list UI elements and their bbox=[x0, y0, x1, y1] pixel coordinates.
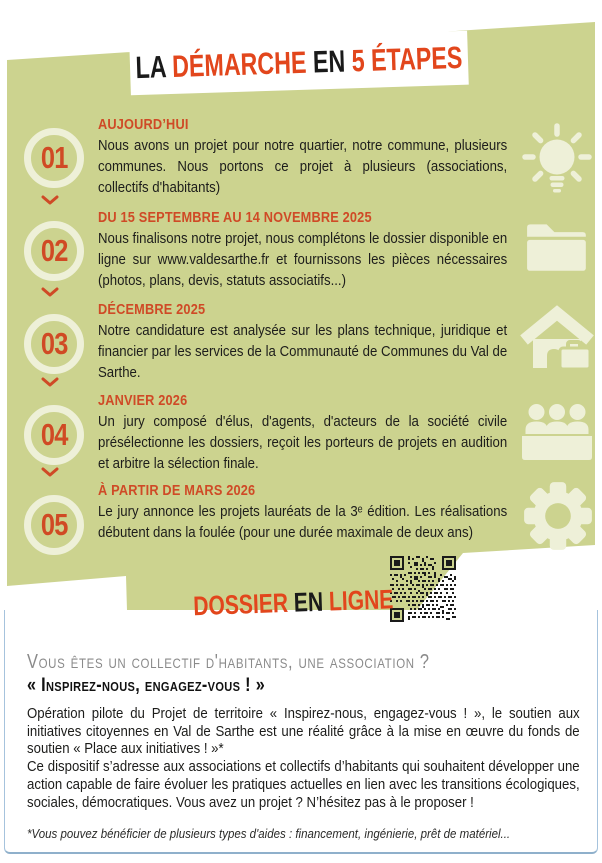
chevron-down-icon bbox=[41, 467, 59, 477]
footnote: *Vous pouvez bénéficier de plusieurs types d'aides : financement, ingénierie, prêt de matériel... bbox=[27, 827, 511, 841]
dossier-title: DOSSIER EN LIGNE bbox=[192, 584, 394, 622]
lightbulb-icon bbox=[520, 120, 594, 200]
step-2-number-badge: 02 bbox=[24, 221, 84, 281]
jury-panel-icon bbox=[519, 402, 595, 462]
step-4-title: JANVIER 2026 bbox=[98, 393, 188, 409]
title-banner bbox=[129, 31, 469, 96]
step-3-title: DÉCEMBRE 2025 bbox=[98, 302, 206, 318]
house-icon bbox=[519, 305, 595, 375]
step-4-number-badge: 04 bbox=[24, 405, 84, 465]
step-3-number-badge: 03 bbox=[24, 314, 84, 374]
question-heading: Vous êtes un collectif d'habitants, une association ? bbox=[27, 651, 430, 673]
step-5-title: À PARTIR DE MARS 2026 bbox=[98, 483, 256, 499]
step-1-title: AUJOURD’HUI bbox=[98, 117, 189, 133]
chevron-down-icon bbox=[41, 377, 59, 387]
paragraph-1: Opération pilote du Projet de territoire « Inspirez-nous, engagez-vous ! », le soutien aux initiatives citoyennes en Val de Sarthe est une réalité grâce à la mise en œuvre du fonds de soutien « Place aux initiatives ! »* bbox=[27, 705, 580, 758]
folder-icon bbox=[524, 218, 592, 274]
bottom-paragraphs bbox=[27, 705, 580, 811]
step-1-body: Nous avons un projet pour notre quartier, notre commune, plusieurs communes. Nous portons ce projet à plusieurs (associations, collectifs d'habitants) bbox=[98, 137, 508, 196]
gear-icon bbox=[520, 478, 596, 554]
slogan-heading: « Inspirez-nous, engagez-vous ! » bbox=[27, 675, 266, 696]
paragraph-2: Ce dispositif s’adresse aux associations et collectifs d’habitants qui souhaitent développer une action capable de faire évoluer les pratiques actuelles en lien avec les transitions écologiques, sociales, démocratiques. Vous avez un projet ? N’hésitez pas à le proposer ! bbox=[27, 758, 580, 811]
chevron-down-icon bbox=[41, 195, 59, 205]
step-5-number-badge: 05 bbox=[24, 495, 84, 555]
chevron-down-icon bbox=[41, 287, 59, 297]
step-3-body: Notre candidature est analysée sur les plans technique, juridique et financier par les services de la Communauté de Communes du Val de Sarthe. bbox=[98, 322, 508, 381]
step-2-body: Nous finalisons notre projet, nous complétons le dossier disponible en ligne sur www.valdesarthe.fr et fournissons les pièces nécessaires (photos, plans, devis, statuts associatifs...) bbox=[98, 230, 508, 289]
page-title: LA DÉMARCHE EN 5 ÉTAPES bbox=[135, 39, 463, 86]
step-4-body: Un jury composé d'élus, d'agents, d'acteurs de la société civile présélectionne les dossiers, reçoit les porteurs de projets en audition et arbitre la sélection finale. bbox=[98, 413, 508, 472]
step-1-number-badge: 01 bbox=[24, 128, 84, 188]
step-2-title: DU 15 SEPTEMBRE AU 14 NOVEMBRE 2025 bbox=[98, 210, 372, 226]
step-5-body: Le jury annonce les projets lauréats de la 3ᵉ édition. Les réalisations débutent dans la foulée (pour une durée maximale de deux ans) bbox=[98, 503, 508, 541]
